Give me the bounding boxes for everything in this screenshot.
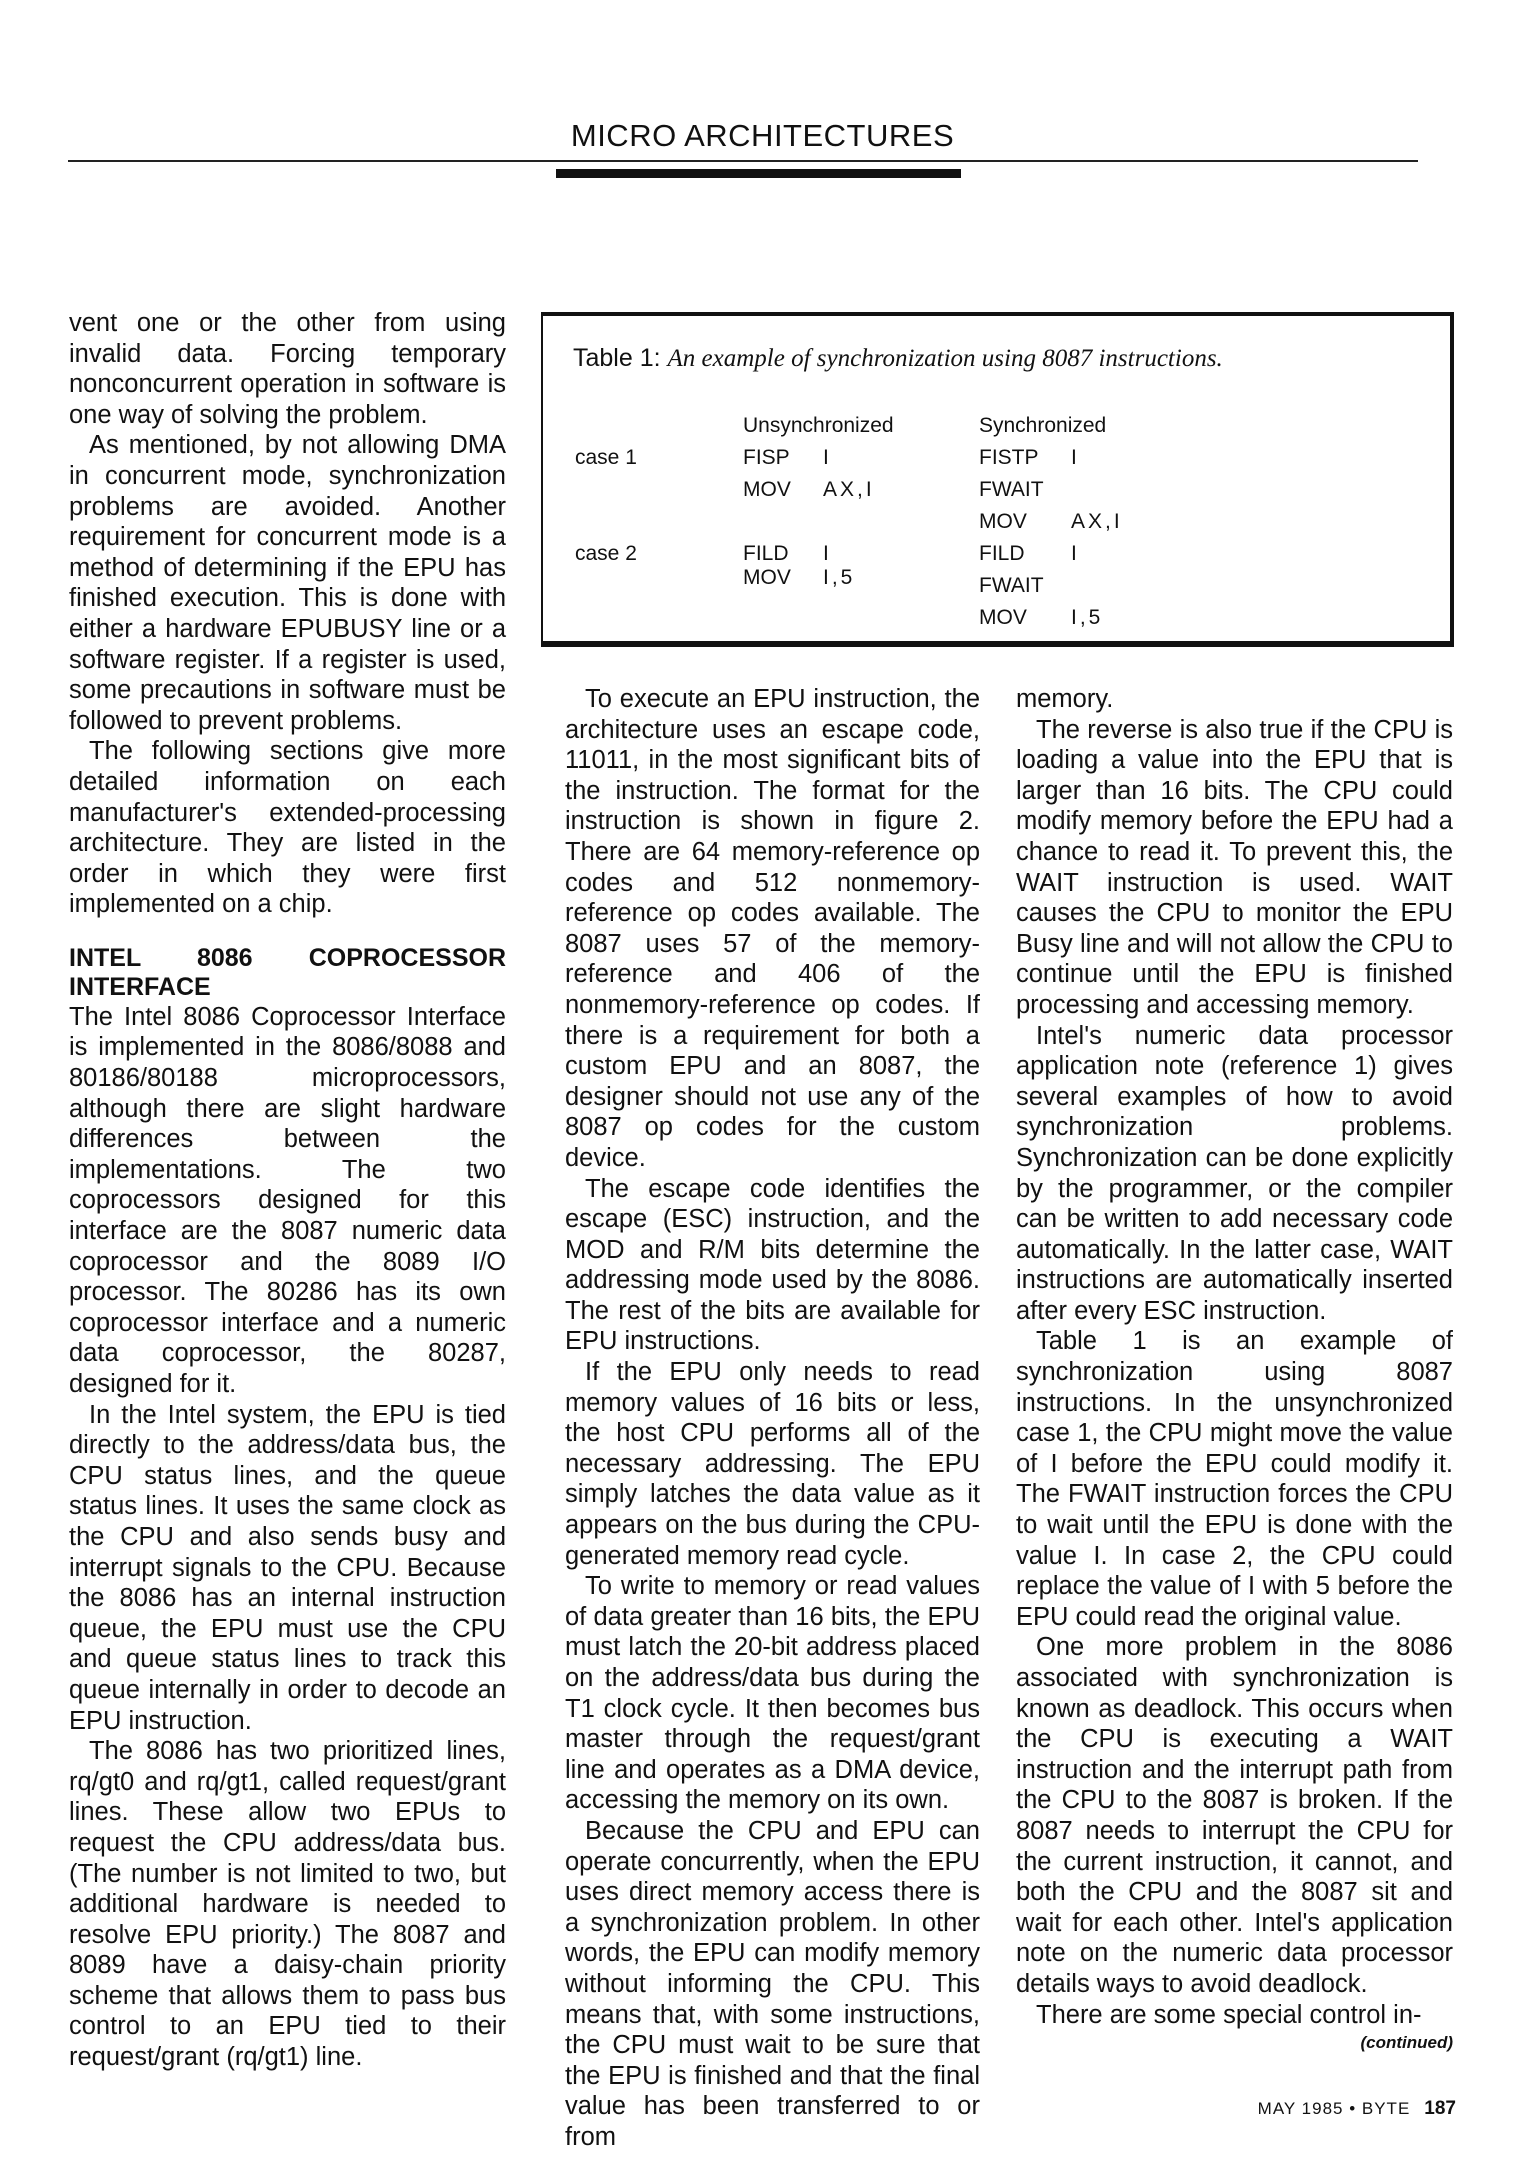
paragraph: Intel's numeric data processor application note (reference 1) gives several examples of how to avoid synchronization problems. Synchronization can be done explicitly by the programmer, or the compiler can be written to add necessary code automatically. In the latter case, WAIT instructions are automatically inserted after every ESC instruction.: [1016, 1021, 1453, 1325]
page-footer: [1080, 2098, 1456, 2120]
sync-op: FISTP: [979, 446, 1039, 469]
table-caption: [573, 344, 1223, 373]
paragraph: vent one or the other from using invalid data. Forcing temporary nonconcurrent operation in software is one way of solving the problem.: [69, 309, 506, 429]
header-rule: [68, 160, 1418, 162]
paragraph: The following sections give more detailed information on each manufacturer's extended-processing architecture. They are listed in the order in which they were first implemented on a chip.: [69, 737, 506, 919]
sync-arg: I,5: [1071, 606, 1104, 629]
header-bar: [556, 169, 961, 178]
unsync-op: FISP: [743, 446, 790, 469]
middle-column: [565, 684, 980, 2153]
paragraph: There are some special control in-: [1036, 2000, 1422, 2029]
right-column: [1016, 684, 1453, 2056]
column-header-unsynchronized: Unsynchronized: [743, 414, 894, 437]
unsync-arg: I: [823, 446, 829, 469]
table-1: [541, 312, 1454, 647]
section-heading: INTEL 8086 COPROCESSOR INTERFACE: [69, 943, 506, 1001]
footer-date: MAY 1985 • BYTE: [1257, 2099, 1411, 2118]
paragraph: In the Intel system, the EPU is tied directly to the address/data bus, the CPU status lines, and the queue status lines. It uses the same clock as the CPU and also sends busy and interrupt signals to the CPU. Because the 8086 has an internal instruction queue, the EPU must use the CPU and queue status lines to track this queue internally in order to decode an EPU instruction.: [69, 1400, 506, 1735]
page-number: 187: [1424, 2098, 1456, 2119]
paragraph: To write to memory or read values of data greater than 16 bits, the EPU must latch the 20-bit address placed on the address/data bus during the T1 clock cycle. It then becomes bus master through the request/grant line and operates as a DMA device, accessing the memory on its own.: [565, 1572, 980, 1815]
paragraph: Table 1 is an example of synchronization using 8087 instructions. In the unsynchronized case 1, the CPU might move the value of I before the EPU could modify it. The FWAIT instruction forces the CPU to wait until the EPU is done with the value I. In case 2, the CPU could replace the value of I with 5 before the EPU could read the original value.: [1016, 1327, 1453, 1631]
case-label: case 2: [575, 542, 637, 565]
paragraph: One more problem in the 8086 associated with synchronization is known as deadlock. This occurs when the CPU is executing a WAIT instruction and the interrupt path from the CPU to the 8087 is broken. If the 8087 needs to interrupt the CPU for the current instruction, it cannot, and both the CPU and the 8087 sit and wait for each other. Intel's application note on the numeric data processor details ways to avoid deadlock.: [1016, 1633, 1453, 1998]
sync-arg: AX,I: [1071, 510, 1123, 533]
left-column: [69, 308, 506, 2073]
continued-note: (continued): [1360, 2033, 1453, 2053]
sync-op: FWAIT: [979, 574, 1044, 597]
section-title: MICRO ARCHITECTURES: [570, 118, 955, 153]
sync-op: FILD: [979, 542, 1025, 565]
sync-op: MOV: [979, 510, 1027, 533]
paragraph: The reverse is also true if the CPU is loading a value into the EPU that is larger than 16 bits. The CPU could modify memory before the EPU had a chance to read it. To prevent this, the WAIT instruction is used. WAIT causes the CPU to monitor the EPU Busy line and will not allow the CPU to continue until the EPU is finished processing and accessing memory.: [1016, 715, 1453, 1019]
paragraph: The 8086 has two prioritized lines, rq/gt0 and rq/gt1, called request/grant lines. These allow two EPUs to request the CPU address/data bus. (The number is not limited to two, but additional hardware is needed to resolve EPU priority.) The 8087 and 8089 have a daisy-chain priority scheme that allows them to pass bus control to an EPU tied to their request/grant (rq/gt1) line.: [69, 1737, 506, 2072]
sync-op: MOV: [979, 606, 1027, 629]
case-label: case 1: [575, 446, 637, 469]
paragraph: memory.: [1016, 685, 1114, 713]
unsync-op: FILD: [743, 542, 789, 565]
unsync-op: MOV: [743, 566, 791, 589]
sync-op: FWAIT: [979, 478, 1044, 501]
column-header-synchronized: Synchronized: [979, 414, 1107, 437]
paragraph: The escape code identifies the escape (ESC) instruction, and the MOD and R/M bits determine the addressing mode used by the 8086. The rest of the bits are available for EPU instructions.: [565, 1174, 980, 1356]
table-caption-label: Table 1:: [573, 344, 661, 372]
unsync-op: MOV: [743, 478, 791, 501]
unsync-arg: I: [823, 542, 829, 565]
paragraph: To execute an EPU instruction, the architecture uses an escape code, 11011, in the most significant bits of the instruction. The format for the instruction is shown in figure 2. There are 64 memory-reference op codes and 512 nonmemory-reference op codes available. The 8087 uses 57 of the memory-reference and 406 of the nonmemory-reference op codes. If there is a requirement for both a custom EPU and an 8087, the designer should not use any of the 8087 op codes for the custom device.: [565, 685, 980, 1172]
sync-arg: I: [1071, 542, 1077, 565]
unsync-arg: AX,I: [823, 478, 875, 501]
paragraph: Because the CPU and EPU can operate concurrently, when the EPU uses direct memory access there is a synchronization problem. In other words, the EPU can modify memory without informing the CPU. This means that, with some instructions, the CPU must wait to be sure that the EPU is finished and that the final value has been transferred to or from: [565, 1816, 980, 2151]
paragraph: If the EPU only needs to read memory values of 16 bits or less, the host CPU performs all of the necessary addressing. The EPU simply latches the data value as it appears on the bus during the CPU-generated memory read cycle.: [565, 1358, 980, 1570]
paragraph: The Intel 8086 Coprocessor Interface is implemented in the 8086/8088 and 80186/80188 microprocessors, although there are slight hardware differences between the implementations. The two coprocessors designed for this interface are the 8087 numeric data coprocessor and the 8089 I/O processor. The 80286 has its own coprocessor interface and a numeric data coprocessor, the 80287, designed for it.: [69, 1002, 506, 1398]
sync-arg: I: [1071, 446, 1077, 469]
paragraph: As mentioned, by not allowing DMA in concurrent mode, synchronization problems are avoided. Another requirement for concurrent mode is a method of determining if the EPU has finished execution. This is done with either a hardware EPUBUSY line or a software register. If a register is used, some precautions in software must be followed to prevent problems.: [69, 431, 506, 735]
unsync-arg: I,5: [823, 566, 856, 589]
table-caption-text: An example of synchronization using 8087 instructions.: [667, 345, 1223, 372]
